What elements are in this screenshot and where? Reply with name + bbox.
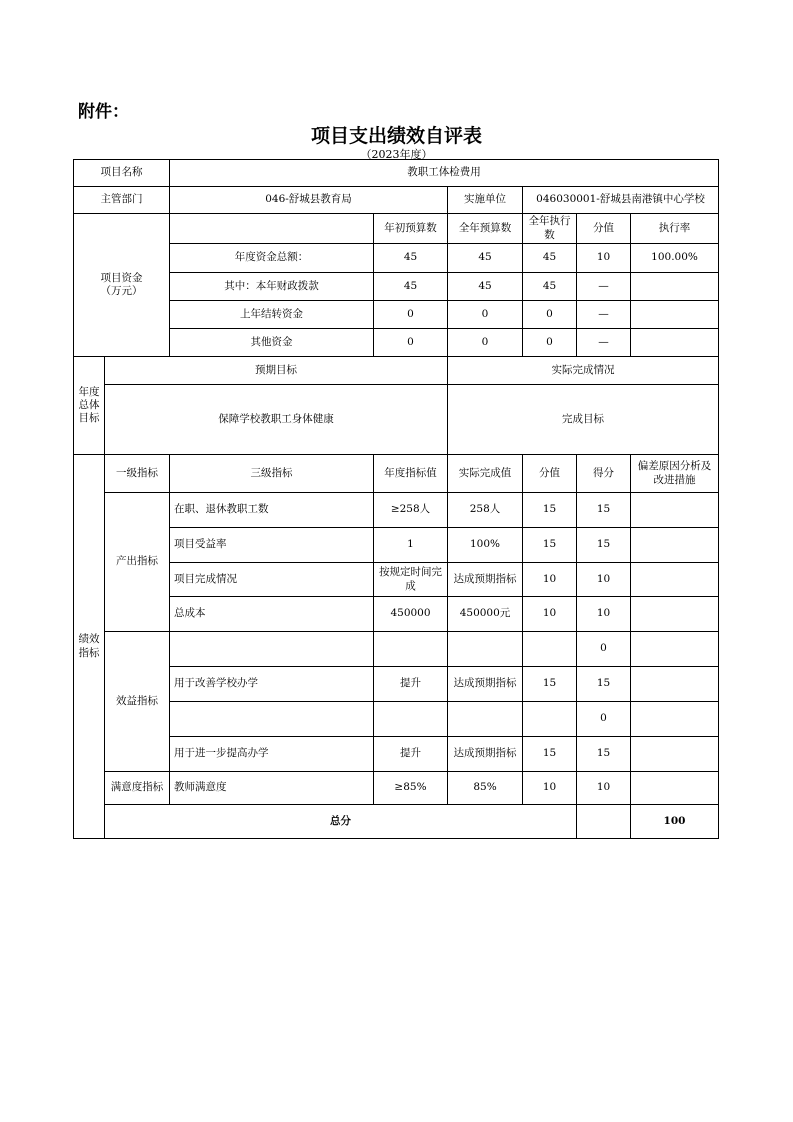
indicator-target <box>374 632 448 667</box>
funds-cell: — <box>577 301 631 329</box>
funds-row-label: 上年结转资金 <box>170 301 374 329</box>
indicator-actual <box>448 632 523 667</box>
page-subtitle: （2023年度） <box>360 148 433 161</box>
indicator-note <box>631 493 719 528</box>
indicator-score-value: 15 <box>523 493 577 528</box>
goals-actual-value: 完成目标 <box>448 385 719 455</box>
indicator-actual: 达成预期指标 <box>448 563 523 597</box>
indicator-score-value <box>523 702 577 737</box>
indicator-name: 教师满意度 <box>170 772 374 805</box>
indicator-score: 15 <box>577 528 631 563</box>
funds-header-row <box>74 214 719 244</box>
goals-label: 年度总体目标 <box>74 357 105 455</box>
goals-value-row <box>74 385 719 455</box>
funds-cell <box>631 329 719 357</box>
funds-cell: 45 <box>374 273 448 301</box>
indicator-score: 10 <box>577 772 631 805</box>
funds-cell: 0 <box>448 329 523 357</box>
indicator-name <box>170 632 374 667</box>
funds-cell: 0 <box>374 329 448 357</box>
indicator-note <box>631 737 719 772</box>
indicator-actual: 达成预期指标 <box>448 737 523 772</box>
dept-row <box>74 187 719 214</box>
indicator-note <box>631 667 719 702</box>
funds-cell: 45 <box>374 244 448 273</box>
funds-label-line2: （万元） <box>100 285 143 297</box>
total-row <box>74 805 719 839</box>
funds-cell: — <box>577 273 631 301</box>
indicator-score-value: 10 <box>523 597 577 632</box>
funds-header: 全年执行数 <box>523 214 577 244</box>
indicator-note <box>631 597 719 632</box>
funds-row <box>74 301 719 329</box>
funds-header: 全年预算数 <box>448 214 523 244</box>
indicator-actual: 450000元 <box>448 597 523 632</box>
funds-row-label: 其他资金 <box>170 329 374 357</box>
funds-row-label: 其中：本年财政拨款 <box>170 273 374 301</box>
indicator-target: ≥258人 <box>374 493 448 528</box>
indicator-name <box>170 702 374 737</box>
indicator-score: 10 <box>577 563 631 597</box>
funds-row <box>74 329 719 357</box>
indicator-row <box>74 667 719 702</box>
indicator-score: 15 <box>577 737 631 772</box>
indicator-row <box>74 493 719 528</box>
indicator-score-value: 15 <box>523 667 577 702</box>
indicator-score-value: 10 <box>523 772 577 805</box>
funds-header: 执行率 <box>631 214 719 244</box>
indicator-note <box>631 702 719 737</box>
goals-expected-value: 保障学校教职工身体健康 <box>105 385 448 455</box>
funds-cell: 45 <box>448 244 523 273</box>
funds-cell: 0 <box>523 301 577 329</box>
funds-cell <box>631 301 719 329</box>
indicators-header: 一级指标 <box>105 455 170 493</box>
indicator-score-value <box>523 632 577 667</box>
indicator-target: 1 <box>374 528 448 563</box>
indicator-note <box>631 632 719 667</box>
funds-label-line1: 项目资金 <box>100 271 143 284</box>
output-indicator-label: 产出指标 <box>105 493 170 632</box>
indicator-actual: 100% <box>448 528 523 563</box>
indicator-score-value: 15 <box>523 737 577 772</box>
indicator-note <box>631 528 719 563</box>
indicator-target: 提升 <box>374 737 448 772</box>
indicator-score: 0 <box>577 632 631 667</box>
project-name-value: 教职工体检费用 <box>170 160 719 187</box>
funds-row-label: 年度资金总额： <box>170 244 374 273</box>
funds-cell: 0 <box>374 301 448 329</box>
project-name-row <box>74 160 719 187</box>
indicators-label: 绩效指标 <box>74 455 105 839</box>
unit-label: 实施单位 <box>448 187 523 214</box>
funds-group-label <box>74 214 170 357</box>
indicator-actual: 85% <box>448 772 523 805</box>
indicator-score: 10 <box>577 597 631 632</box>
funds-cell <box>631 273 719 301</box>
funds-cell: — <box>577 329 631 357</box>
indicator-target: 提升 <box>374 667 448 702</box>
funds-cell: 45 <box>448 273 523 301</box>
goals-actual-header: 实际完成情况 <box>448 357 719 385</box>
total-label: 总分 <box>105 805 577 839</box>
funds-header-blank <box>170 214 374 244</box>
indicators-header: 三级指标 <box>170 455 374 493</box>
indicators-header: 年度指标值 <box>374 455 448 493</box>
indicators-header: 分值 <box>523 455 577 493</box>
indicator-target: 按规定时间完成 <box>374 563 448 597</box>
indicator-target: 450000 <box>374 597 448 632</box>
indicator-name: 项目完成情况 <box>170 563 374 597</box>
funds-cell: 45 <box>523 244 577 273</box>
indicator-score-value: 15 <box>523 528 577 563</box>
project-name-label: 项目名称 <box>74 160 170 187</box>
total-actual <box>577 805 631 839</box>
unit-value: 046030001-舒城县南港镇中心学校 <box>523 187 719 214</box>
indicator-name: 在职、退休教职工数 <box>170 493 374 528</box>
indicator-actual: 258人 <box>448 493 523 528</box>
indicator-score: 15 <box>577 493 631 528</box>
indicator-row <box>74 632 719 667</box>
indicators-header-row <box>74 455 719 493</box>
funds-row <box>74 244 719 273</box>
indicator-row <box>74 772 719 805</box>
indicator-name: 用于改善学校办学 <box>170 667 374 702</box>
funds-cell: 0 <box>523 329 577 357</box>
funds-header: 分值 <box>577 214 631 244</box>
indicator-name: 项目受益率 <box>170 528 374 563</box>
dept-label: 主管部门 <box>74 187 170 214</box>
indicator-row <box>74 737 719 772</box>
indicator-note <box>631 563 719 597</box>
attachment-label: 附件： <box>78 102 129 122</box>
indicator-target <box>374 702 448 737</box>
indicator-score: 0 <box>577 702 631 737</box>
indicators-header: 偏差原因分析及改进措施 <box>631 455 719 493</box>
benefit-indicator-label: 效益指标 <box>105 632 170 772</box>
funds-cell: 45 <box>523 273 577 301</box>
indicator-score: 15 <box>577 667 631 702</box>
indicator-note <box>631 772 719 805</box>
indicator-row <box>74 528 719 563</box>
goals-expected-header: 预期目标 <box>105 357 448 385</box>
indicators-header: 实际完成值 <box>448 455 523 493</box>
dept-value: 046-舒城县教育局 <box>170 187 448 214</box>
funds-row <box>74 273 719 301</box>
performance-table <box>73 159 719 839</box>
funds-header: 年初预算数 <box>374 214 448 244</box>
indicators-header: 得分 <box>577 455 631 493</box>
indicator-actual <box>448 702 523 737</box>
total-score-value: 100 <box>631 805 719 839</box>
indicator-name: 用于进一步提高办学 <box>170 737 374 772</box>
page-title: 项目支出绩效自评表 <box>310 125 482 147</box>
indicator-score-value: 10 <box>523 563 577 597</box>
satisfaction-indicator-label: 满意度指标 <box>105 772 170 805</box>
indicator-row <box>74 702 719 737</box>
indicator-name: 总成本 <box>170 597 374 632</box>
funds-cell: 10 <box>577 244 631 273</box>
goals-header-row <box>74 357 719 385</box>
funds-cell: 100.00% <box>631 244 719 273</box>
indicator-target: ≥85% <box>374 772 448 805</box>
funds-cell: 0 <box>448 301 523 329</box>
indicator-row <box>74 597 719 632</box>
indicator-row <box>74 563 719 597</box>
indicator-actual: 达成预期指标 <box>448 667 523 702</box>
